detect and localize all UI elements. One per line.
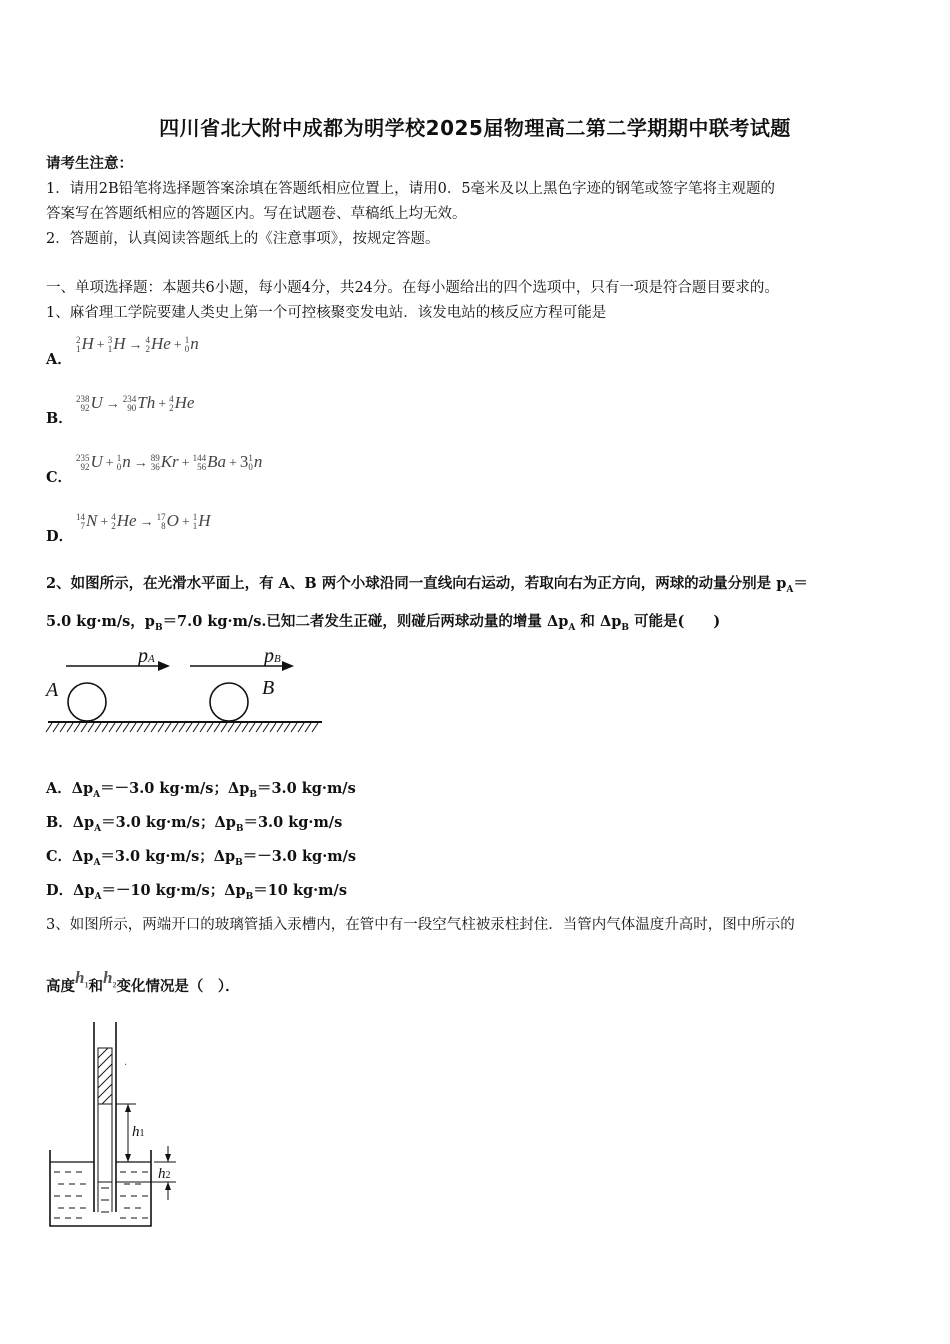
h1-label: h <box>132 1124 140 1140</box>
h1-subscript: 1 <box>139 1128 145 1139</box>
ball-a <box>68 683 106 721</box>
q1-option-c-formula: 235 92 U + 1 0 n → 89 36 Kr + 144 56 Ba + 3 1 0 n <box>76 452 263 473</box>
q1-option-a-label: A． <box>46 351 72 368</box>
svg-text:h2 <box>158 1166 171 1182</box>
q2-option-c: C．$\Delta p_A=3.0$ kg·m/s；$\Delta p_B=-3.0$ kg·m/s <box>46 848 357 868</box>
ground-hatching <box>46 723 318 732</box>
notice-line-3: 2．答题前，认真阅读答题纸上的《注意事项》，按规定答题。 <box>46 231 440 247</box>
svg-text:pA <box>136 645 155 667</box>
ball-b-label: B <box>262 677 275 699</box>
question-3-stem-line-2: 高度$h_1$和$h_2$变化情况是（ ）． <box>46 968 240 995</box>
q1-option-d-formula: 14 7 N + 4 2 He → 17 8 O + 1 1 H <box>76 511 211 532</box>
q1-option-c-label: C． <box>46 469 73 486</box>
svg-text:·: · <box>124 1060 128 1071</box>
q2-option-a: A．$\Delta p_A=-3.0$ kg·m/s；$\Delta p_B=3.0$ kg·m/s <box>46 780 356 800</box>
q1-option-a-formula: 2 1 H + 3 1 H → 4 2 He + 1 0 n <box>76 334 199 355</box>
q1-option-b-label: B． <box>46 410 73 427</box>
q1-option-b-formula: 238 92 U → 234 90 Th + 4 2 He <box>76 393 195 414</box>
question-3-stem-line-1: 3、如图所示，两端开口的玻璃管插入汞槽内，在管中有一段空气柱被汞柱封住．当管内气体温度升高时，图中所示的 <box>46 917 795 933</box>
q2-figure-two-balls <box>40 640 330 740</box>
q2-option-d: D．$\Delta p_A=-10$ kg·m/s；$\Delta p_B=10$ kg·m/s <box>46 882 347 902</box>
question-2-stem-line-1: 2、如图所示，在光滑水平面上，有 A、B 两个小球沿同一直线向右运动，若取向右为正方向，两球的动量分别是 $p_A=$ <box>46 575 808 595</box>
question-1-stem: 1、麻省理工学院要建人类史上第一个可控核聚变发电站．该发电站的核反应方程可能是 <box>46 305 607 321</box>
svg-text:pB <box>262 645 281 667</box>
ball-b <box>210 683 248 721</box>
q1-option-d-label: D． <box>46 528 74 545</box>
ball-a-label: A <box>46 679 59 701</box>
notice-line-2: 答案写在答题纸相应的答题区内。写在试题卷、草稿纸上均无效。 <box>46 206 467 222</box>
mercury-dashes <box>54 1172 148 1218</box>
section-heading: 一、单项选择题：本题共6小题，每小题4分，共24分。在每小题给出的四个选项中，只有一项是符合题目要求的。 <box>46 280 779 296</box>
notice-heading: 请考生注意： <box>46 155 133 172</box>
svg-text:h1 <box>132 1124 145 1140</box>
q3-figure-mercury-tube <box>44 1018 194 1233</box>
h2-label: h <box>158 1166 166 1182</box>
q2-option-b: B．$\Delta p_A=3.0$ kg·m/s；$\Delta p_B=3.0$ kg·m/s <box>46 814 343 834</box>
pB-label: p <box>264 645 274 667</box>
h2-subscript: 2 <box>165 1170 171 1181</box>
page-title: 四川省北大附中成都为明学校2025届物理高二第二学期期中联考试题 <box>159 116 791 140</box>
question-2-stem-line-2: 5.0 kg·m/s，$p_B=7.0$ kg·m/s.已知二者发生正碰，则碰后两球动量的增量 $\Delta p_A$ 和 $\Delta p_B$ 可能是( ) <box>46 613 721 633</box>
pA-label: p <box>138 645 148 667</box>
pA-subscript: A <box>148 653 155 665</box>
notice-line-1: 1．请用2B铅笔将选择题答案涂填在答题纸相应位置上，请用0．5毫米及以上黑色字迹的钢笔或签字笔将主观题的 <box>46 181 776 197</box>
pB-subscript: B <box>274 653 281 665</box>
